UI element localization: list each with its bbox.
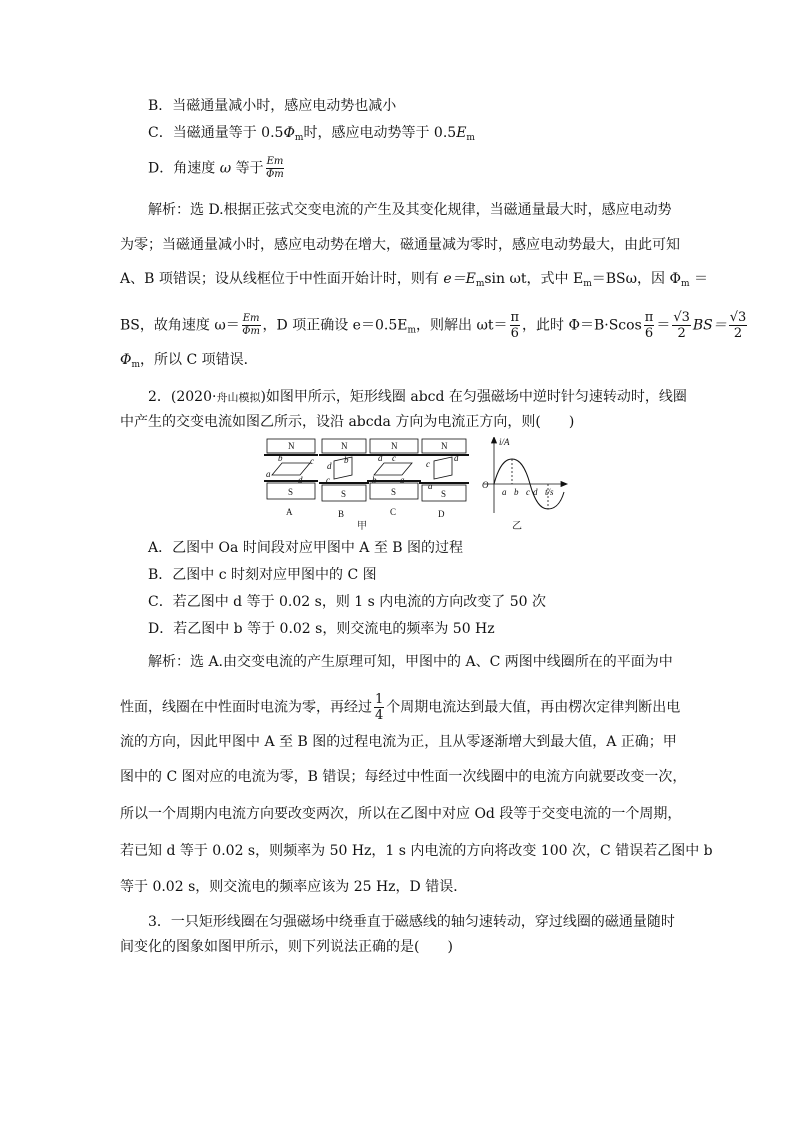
svg-text:B: B <box>338 509 345 519</box>
svg-text:c: c <box>392 453 396 463</box>
svg-text:N: N <box>391 441 398 451</box>
svg-text:d: d <box>378 453 383 463</box>
q2-option-d: D．若乙图中 b 等于 0.02 s，则交流电的频率为 50 Hz <box>148 621 495 637</box>
svg-text:d: d <box>298 475 303 485</box>
svg-text:c: c <box>426 459 430 469</box>
q2-stem-line-1: 2．(2020·舟山模拟)如图甲所示，矩形线圈 abcd 在匀强磁场中逆时针匀速转动时，线圈 <box>148 389 687 405</box>
svg-text:c: c <box>310 456 314 466</box>
q3-stem-line-2: 间变化的图象如图甲所示，则下列说法正确的是( ) <box>120 939 453 955</box>
q2-solution-line-7: 等于 0.02 s，则交流电的频率应该为 25 Hz，D 错误． <box>120 879 468 895</box>
svg-text:b: b <box>344 455 349 465</box>
svg-text:A: A <box>286 507 293 517</box>
q1-solution-line-3: A、B 项错误；设从线框位于中性面开始计时，则有 $e=E_m\sin$ ωt，式中 $E_m=BS\omega$，因 $\Phi_m$ ＝ <box>120 271 708 289</box>
svg-text:S: S <box>441 489 447 499</box>
q2-solution-line-3: 流的方向，因此甲图中 A 至 B 图的过程电流为正，且从零逐渐增大到最大值，A 正确；甲 <box>120 734 677 750</box>
q1-solution-line-1: 解析：选 D.根据正弦式交变电流的产生及其变化规律，当磁通量最大时，感应电动势 <box>148 202 672 218</box>
svg-text:b: b <box>278 453 283 463</box>
svg-text:N: N <box>441 441 448 451</box>
q2-solution-line-1: 解析：选 A.由交变电流的产生原理可知，甲图中的 A、C 两图中线圈所在的平面为中 <box>148 654 673 670</box>
svg-text:N: N <box>341 441 348 451</box>
q2-figure <box>262 437 572 533</box>
svg-text:b: b <box>372 475 377 485</box>
svg-text:D: D <box>438 509 445 519</box>
q2-solution-line-2: 性面，线圈在中性面时电流为零，再经过 $\frac{1}{4}$ 个周期电流达到最大值，再由楞次定律判断出电 <box>120 692 681 723</box>
svg-text:甲: 甲 <box>357 521 367 532</box>
panel-b <box>319 439 369 519</box>
panel-c <box>367 439 421 517</box>
svg-text:a: a <box>400 475 405 485</box>
svg-text:a: a <box>428 481 433 491</box>
svg-text:b: b <box>514 487 519 497</box>
svg-text:a: a <box>502 487 507 497</box>
q1-option-d: D．角速度 ω 等于 $\frac{Em}{\Phi m}$ <box>148 156 284 180</box>
svg-text:C: C <box>390 507 397 517</box>
q2-option-b: B．乙图中 c 时刻对应甲图中的 C 图 <box>148 567 377 583</box>
svg-text:S: S <box>288 487 294 497</box>
panel-d <box>419 439 469 519</box>
svg-text:O: O <box>482 480 489 490</box>
svg-text:d: d <box>454 453 459 463</box>
q3-stem-line-1: 3．一只矩形线圈在匀强磁场中绕垂直于磁感线的轴匀速转动，穿过线圈的磁通量随时 <box>148 914 675 930</box>
q2-solution-line-5: 所以一个周期内电流方向要改变两次，所以在乙图中对应 Od 段等于交变电流的一个周期， <box>120 806 682 822</box>
svg-text:S: S <box>341 489 347 499</box>
q2-option-a: A．乙图中 Oa 时间段对应甲图中 A 至 B 图的过程 <box>148 540 464 556</box>
q2-option-c: C．若乙图中 d 等于 0.02 s，则 1 s 内电流的方向改变了 50 次 <box>148 594 546 610</box>
q2-solution-line-4: 图中的 C 图对应的电流为零，B 错误；每经过中性面一次线圈中的电流方向就要改变一次， <box>120 769 687 785</box>
svg-text:d: d <box>327 461 332 471</box>
svg-text:i/A: i/A <box>499 437 510 447</box>
q2-solution-line-6: 若已知 d 等于 0.02 s，则频率为 50 Hz，1 s 内电流的方向将改变 100 次，C 错误若乙图中 b <box>120 843 713 859</box>
svg-text:c: c <box>326 475 330 485</box>
svg-text:N: N <box>288 441 295 451</box>
q1-solution-line-4: BS，故角速度 ω＝ $\frac{Em}{\Phi m}$ ，D 项正确设 $e=0.5E_m$，则解出 ωt＝ $\frac{\pi}{6}$ ，此时 Φ＝B·Scos $\frac{\pi}{6}$ ＝ $\frac{√3}{2}$ BS＝ $\frac{√3}{2}$ <box>120 310 747 341</box>
svg-text:a: a <box>266 469 271 479</box>
q1-solution-line-5: $\Phi_m$，所以 C 项错误． <box>120 352 258 370</box>
svg-text:d: d <box>533 487 538 497</box>
q1-option-c: C．当磁通量等于 $0.5\Phi_m$时，感应电动势等于 $0.5E_m$ <box>148 125 475 143</box>
svg-text:乙: 乙 <box>512 521 522 532</box>
q1-solution-line-2: 为零；当磁通量减小时，感应电动势在增大，磁通量减为零时，感应电动势最大，由此可知 <box>120 237 680 253</box>
svg-text:t/s: t/s <box>545 487 554 497</box>
svg-text:S: S <box>391 487 397 497</box>
svg-text:c: c <box>526 487 530 497</box>
panel-a <box>264 439 318 517</box>
current-graph <box>482 437 567 532</box>
q1-option-b: B．当磁通量减小时，感应电动势也减小 <box>148 98 397 114</box>
q2-stem-line-2: 中产生的交变电流如图乙所示，设沿 abcda 方向为电流正方向，则( ) <box>120 414 575 430</box>
